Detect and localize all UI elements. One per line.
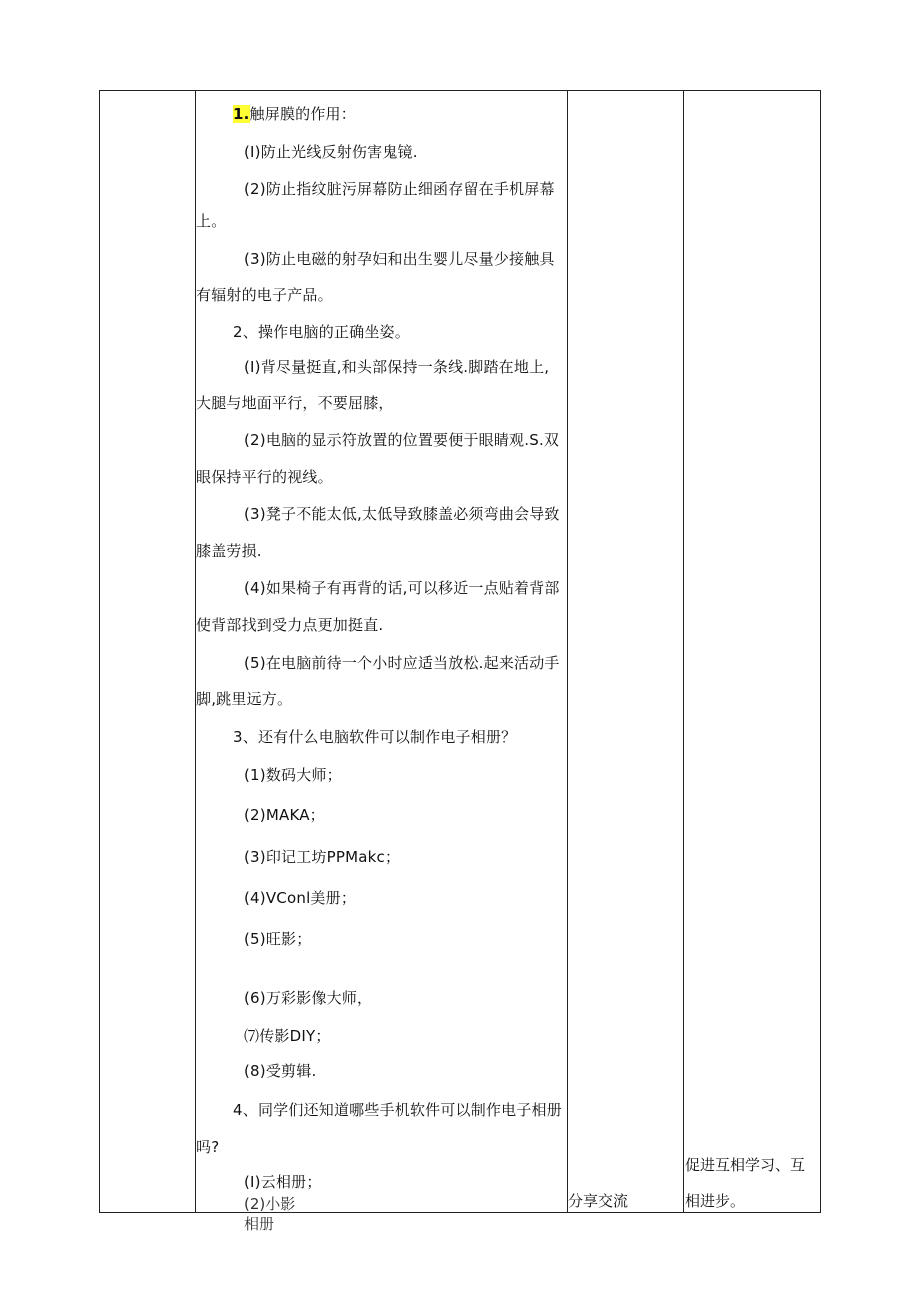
line-21: (3)印记工坊PPMakc； bbox=[244, 848, 401, 866]
line-12: (3)凳子不能太低,太低导致膝盖必须弯曲会导致 bbox=[244, 505, 560, 523]
line-4: 上。 bbox=[196, 212, 227, 230]
line-19: (1)数码大师； bbox=[244, 766, 342, 784]
cut-off-line bbox=[244, 1195, 304, 1233]
lesson-table bbox=[99, 90, 821, 1233]
line-26: (8)受剪辑. bbox=[244, 1062, 317, 1080]
line-27: 4、同学们还知道哪些手机软件可以制作电子相册 bbox=[233, 1101, 562, 1119]
line-30: (2)小影相册 bbox=[244, 1195, 296, 1233]
purpose-cell-line-1: 促进互相学习、互 bbox=[685, 1156, 806, 1174]
line-7: 2、操作电脑的正确坐姿。 bbox=[233, 323, 410, 341]
column-divider bbox=[567, 91, 568, 1212]
line-17: 脚,跳里远方。 bbox=[196, 690, 293, 708]
line-16: (5)在电脑前待一个小时应适当放松.起来活动手 bbox=[244, 654, 560, 672]
line-9: 大腿与地面平行，不要屈膝， bbox=[196, 394, 394, 412]
line-2: (I)防止光线反射伤害鬼镜. bbox=[244, 143, 418, 161]
line-15: 使背部找到受力点更加挺直. bbox=[196, 616, 384, 634]
line-20: (2)MAKA； bbox=[244, 806, 325, 824]
line-3: (2)防止指纹脏污屏幕防止细函存留在手机屏幕 bbox=[244, 180, 555, 198]
line-24: (6)万彩影像大师， bbox=[244, 989, 373, 1007]
line-1 bbox=[233, 104, 356, 124]
line-10: (2)电脑的显示符放置的位置要便于眼睛观.S.双 bbox=[244, 431, 560, 449]
line-29: (I)云相册； bbox=[244, 1173, 322, 1191]
content-cell bbox=[196, 91, 567, 1233]
line-22: (4)VConl美册； bbox=[244, 889, 357, 907]
line-25: ⑺传影DIY； bbox=[244, 1027, 331, 1045]
line-23: (5)旺影； bbox=[244, 930, 312, 948]
line-28: 吗? bbox=[196, 1138, 220, 1156]
line-text: 触屏膜的作用： bbox=[249, 105, 356, 123]
line-14: (4)如果椅子有再背的话,可以移近一点贴着背部 bbox=[244, 579, 560, 597]
highlighted-number: 1. bbox=[233, 105, 250, 123]
activity-cell-text: 分享交流 bbox=[568, 1192, 629, 1210]
column-divider bbox=[683, 91, 684, 1212]
line-11: 眼保持平行的视线。 bbox=[196, 468, 333, 486]
purpose-cell-line-2: 相进步。 bbox=[685, 1192, 746, 1210]
line-13: 膝盖劳损. bbox=[196, 542, 262, 560]
line-18: 3、还有什么电脑软件可以制作电子相册？ bbox=[233, 728, 517, 746]
line-8: (I)背尽量挺直,和头部保持一条线.脚踏在地上, bbox=[244, 358, 550, 376]
line-5: (3)防止电磁的射孕妇和出生婴儿尽量少接触具 bbox=[244, 250, 555, 268]
line-6: 有辐射的电子产品。 bbox=[196, 286, 333, 304]
